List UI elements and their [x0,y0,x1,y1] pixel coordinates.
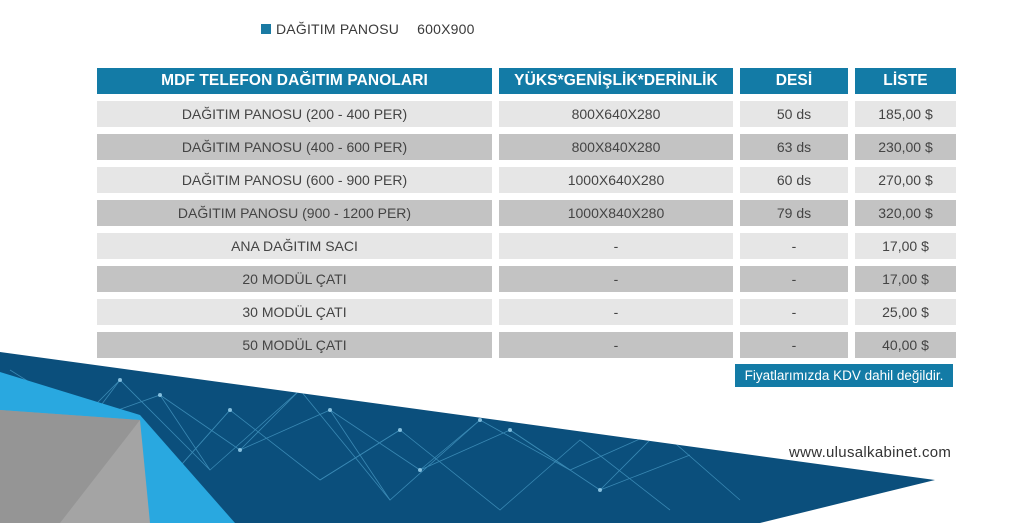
cell-desi: 79 ds [740,200,848,226]
cell-product: 30 MODÜL ÇATI [97,299,492,325]
cell-desi: 50 ds [740,101,848,127]
cell-product: DAĞITIM PANOSU (200 - 400 PER) [97,101,492,127]
cell-desi: 60 ds [740,167,848,193]
cell-price: 17,00 $ [855,266,956,292]
cell-price: 230,00 $ [855,134,956,160]
cell-product: ANA DAĞITIM SACI [97,233,492,259]
cell-price: 17,00 $ [855,233,956,259]
cell-dimensions: - [499,332,733,358]
caption-size: 600X900 [417,21,475,37]
cell-dimensions: 800X840X280 [499,134,733,160]
header-price: LİSTE [855,68,956,94]
website-link[interactable]: www.ulusalkabinet.com [789,444,952,461]
cell-desi: - [740,299,848,325]
section-caption [261,21,475,37]
header-desi: DESİ [740,68,848,94]
cell-product: 20 MODÜL ÇATI [97,266,492,292]
square-bullet-icon [261,24,271,34]
cell-product: 50 MODÜL ÇATI [97,332,492,358]
header-product: MDF TELEFON DAĞITIM PANOLARI [97,68,492,94]
cell-dimensions: 1000X640X280 [499,167,733,193]
cell-price: 40,00 $ [855,332,956,358]
cell-dimensions: - [499,266,733,292]
cell-dimensions: 800X640X280 [499,101,733,127]
caption-name: DAĞITIM PANOSU [276,21,400,37]
cell-desi: - [740,266,848,292]
price-table [97,68,956,358]
cell-dimensions: - [499,233,733,259]
cell-product: DAĞITIM PANOSU (600 - 900 PER) [97,167,492,193]
cell-product: DAĞITIM PANOSU (400 - 600 PER) [97,134,492,160]
cell-desi: - [740,233,848,259]
header-dimensions: YÜKS*GENİŞLİK*DERİNLİK [499,68,733,94]
cell-price: 185,00 $ [855,101,956,127]
cell-price: 25,00 $ [855,299,956,325]
cell-dimensions: 1000X840X280 [499,200,733,226]
cell-desi: 63 ds [740,134,848,160]
cell-dimensions: - [499,299,733,325]
cell-price: 270,00 $ [855,167,956,193]
vat-note-badge: Fiyatlarımızda KDV dahil değildir. [735,364,953,387]
cell-price: 320,00 $ [855,200,956,226]
cell-desi: - [740,332,848,358]
cell-product: DAĞITIM PANOSU (900 - 1200 PER) [97,200,492,226]
